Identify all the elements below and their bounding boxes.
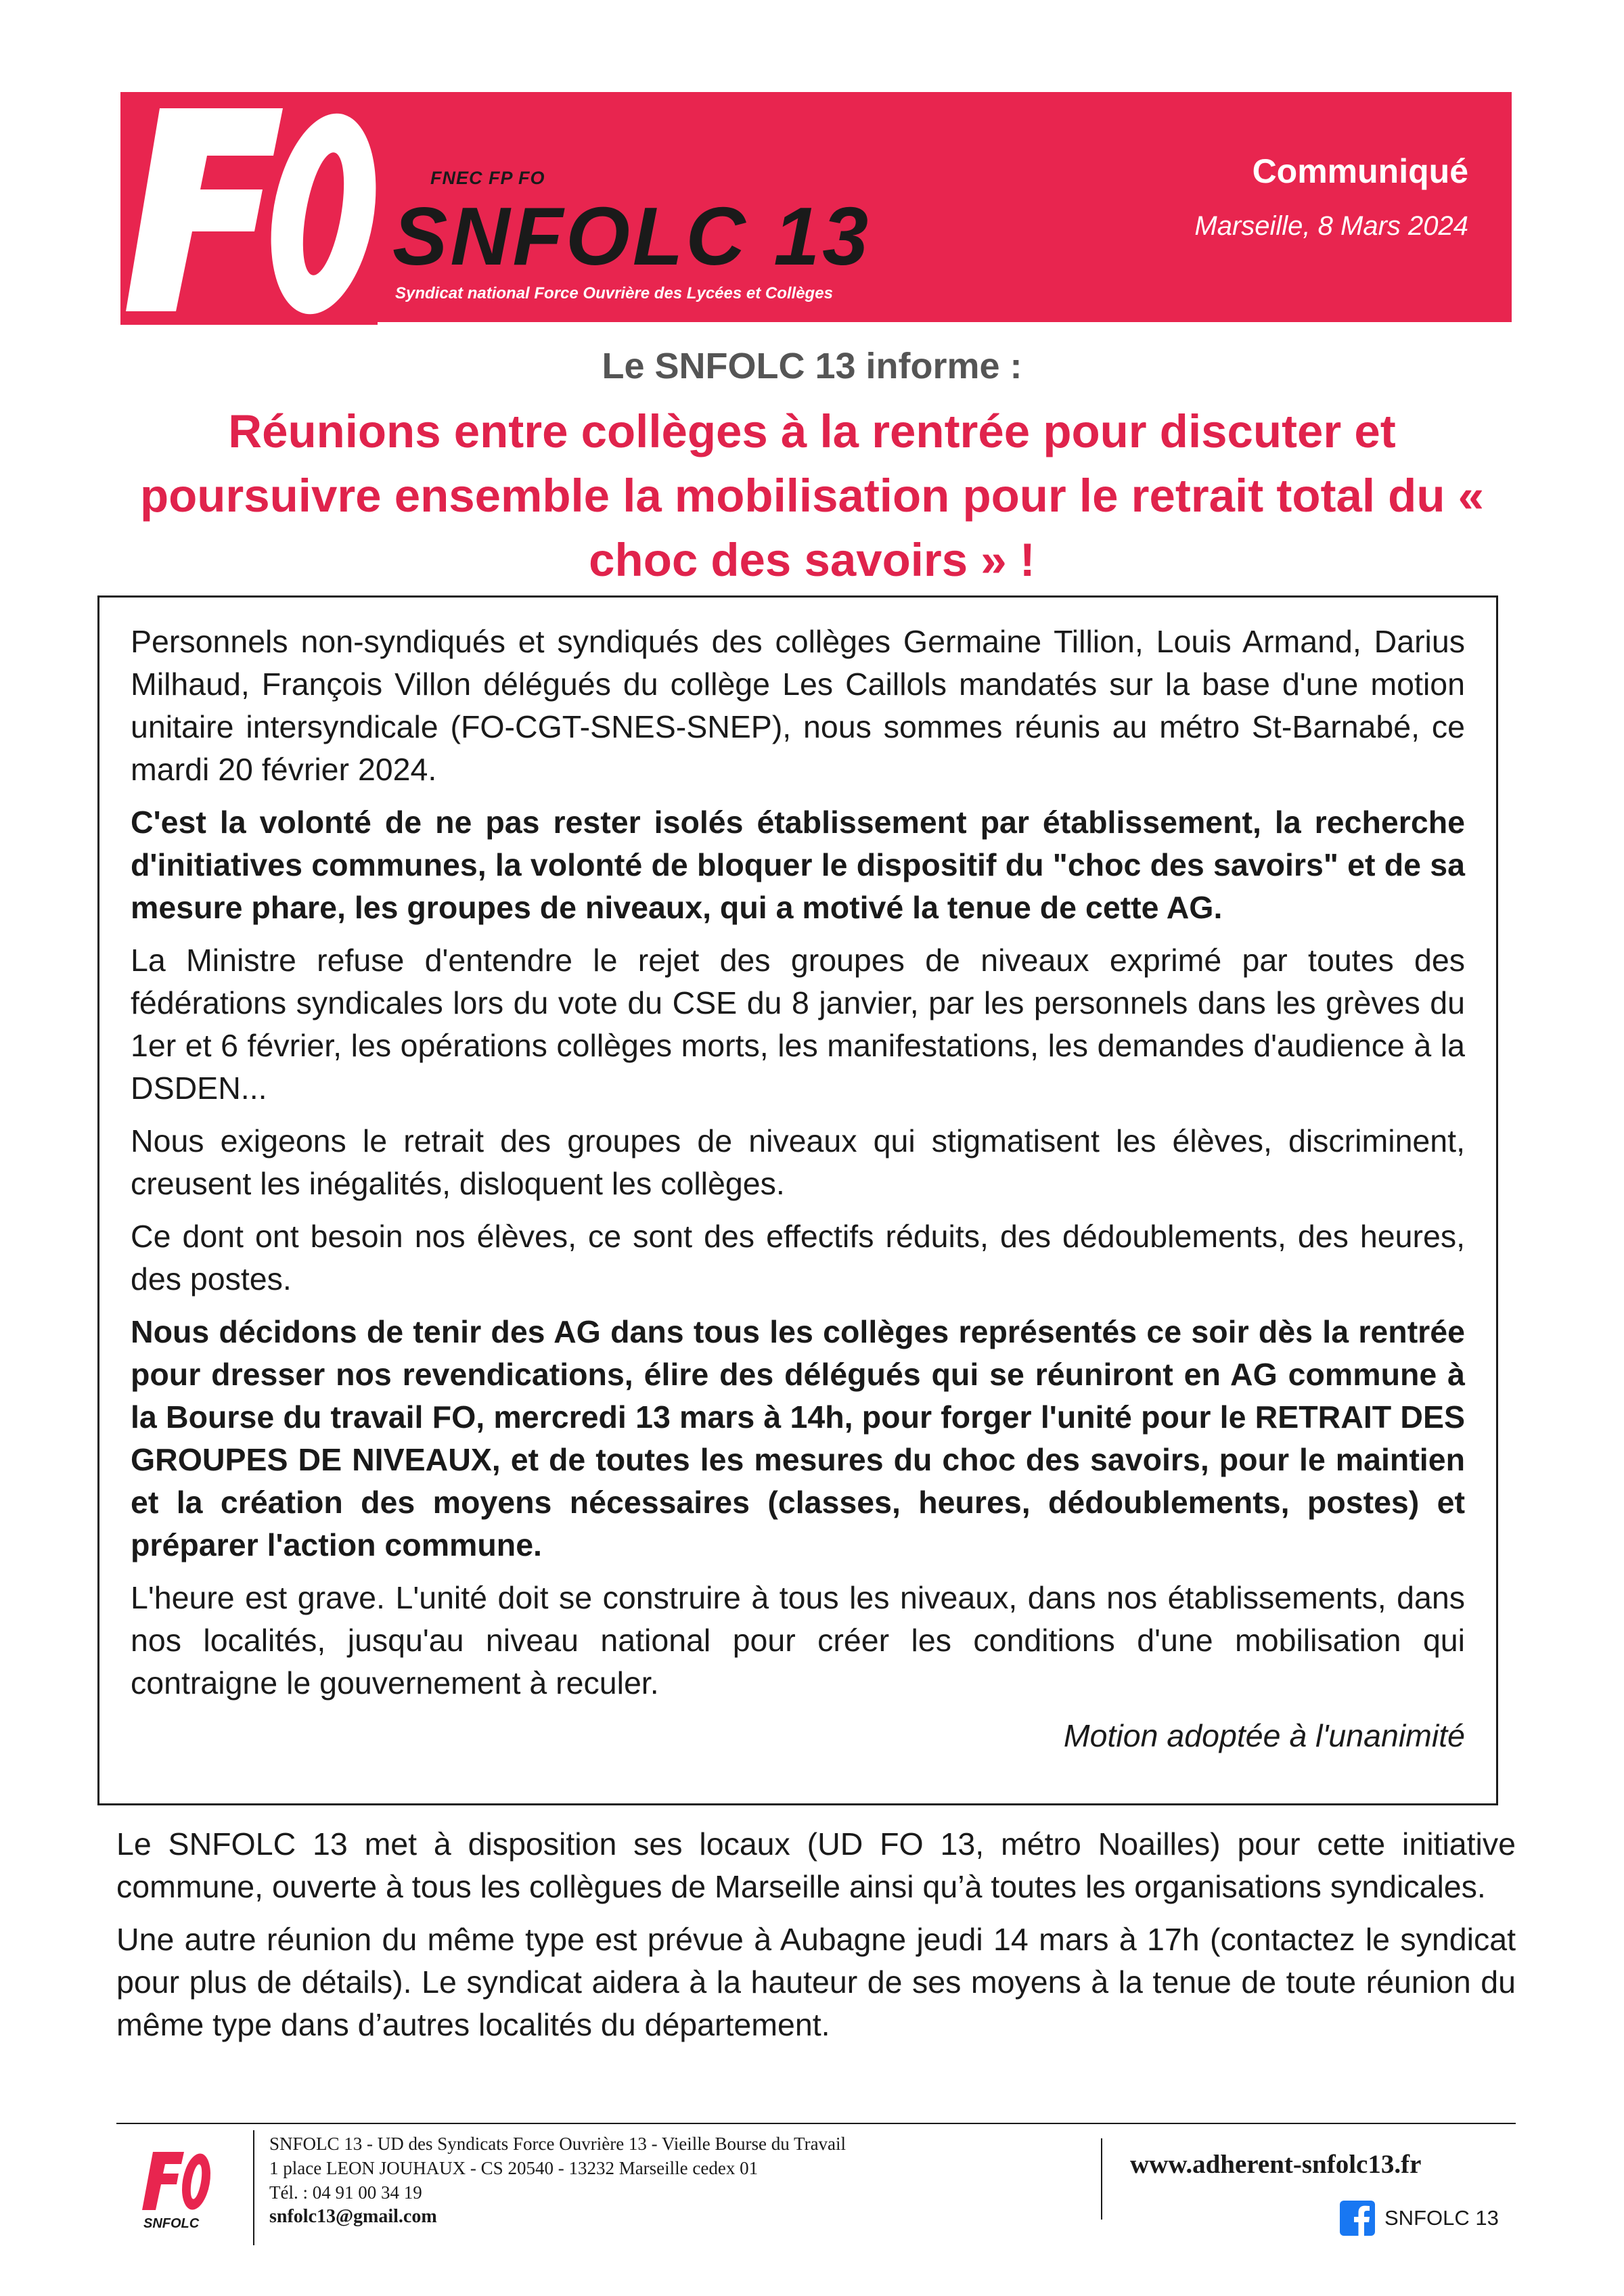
communique-date: Marseille, 8 Mars 2024 — [1194, 211, 1468, 241]
motion-paragraph-3: La Ministre refuse d'entendre le rejet des groupes de niveaux exprimé par toutes des fédérations syndicales lors du vote du CSE du 8 janvier, par les personnels dans les grèves du 1er et 6 février, les opérations collèges morts, les manifestations, les demandes d'audience à la DSDEN... — [131, 943, 1465, 1106]
facebook-icon — [1340, 2201, 1375, 2236]
footer-phone: Tél. : 04 91 00 34 19 — [269, 2182, 422, 2203]
motion-signature: Motion adoptée à l'unanimité — [1063, 1718, 1465, 1753]
footer-facebook-link[interactable] — [1340, 2201, 1499, 2236]
motion-paragraph-2: C'est la volonté de ne pas rester isolés établissement par établissement, la recherche d'initiatives communes, la volonté de bloquer le dispositif du "choc des savoirs" et de sa mesure phare, les groupes de niveaux, qui a motivé la tenue de cette AG. — [131, 805, 1465, 925]
footer-email[interactable]: snfolc13@gmail.com — [269, 2206, 437, 2227]
footer-fo-logo — [141, 2145, 215, 2233]
motion-paragraph-5: Ce dont ont besoin nos élèves, ce sont des effectifs réduits, des dédoublements, des heures, des postes. — [131, 1219, 1465, 1297]
facebook-label: SNFOLC 13 — [1384, 2206, 1499, 2230]
brand-name: SNFOLC 13 — [392, 190, 872, 282]
footer-divider — [116, 2123, 1516, 2124]
footer-logo-sub: SNFOLC — [143, 2216, 200, 2231]
footer-separator-right — [1101, 2138, 1102, 2220]
footer-address-line-2: 1 place LEON JOUHAUX - CS 20540 - 13232 Marseille cedex 01 — [269, 2158, 759, 2178]
closing-paragraph-1: Le SNFOLC 13 met à disposition ses locaux (UD FO 13, métro Noailles) pour cette initiative commune, ouverte à tous les collègues de Marseille ainsi qu’à toutes les organisations syndicales. — [116, 1826, 1516, 1904]
footer-address-line-1: SNFOLC 13 - UD des Syndicats Force Ouvrière 13 - Vieille Bourse du Travail — [269, 2134, 847, 2154]
motion-box — [97, 595, 1498, 1805]
brand-tagline: Syndicat national Force Ouvrière des Lycées et Collèges — [395, 284, 833, 302]
footer-website-link[interactable]: www.adherent-snfolc13.fr — [1130, 2150, 1422, 2179]
motion-paragraph-6: Nous décidons de tenir des AG dans tous les collèges représentés ce soir dès la rentrée pour dresser nos revendications, élire des délégués qui se réuniront en AG commune à la Bourse du travail FO, mercredi 13 mars à 14h, pour forger l'unité pour le RETRAIT DES GROUPES DE NIVEAUX, et de toutes les mesures du choc des savoirs, pour le maintien et la création des moyens nécessaires (classes, heures, dédoublements, postes) et préparer l'action commune. — [131, 1314, 1465, 1562]
page-title: Réunions entre collèges à la rentrée pour discuter et poursuivre ensemble la mobilisation pour le retrait total du « choc des savoirs » ! — [139, 405, 1485, 586]
fo-logo — [120, 81, 378, 325]
footer-address — [269, 2132, 846, 2229]
motion-paragraph-7: L'heure est grave. L'unité doit se construire à tous les niveaux, dans nos établissements, dans nos localités, jusqu'au niveau national pour créer les conditions d'une mobilisation qui contraigne le gouvernement à reculer. — [131, 1580, 1465, 1701]
communique-title: Communiqué — [1252, 152, 1468, 190]
closing-text — [116, 1823, 1516, 2056]
intro-heading: Le SNFOLC 13 informe : — [602, 346, 1022, 386]
closing-paragraph-2: Une autre réunion du même type est prévue à Aubagne jeudi 14 mars à 17h (contactez le syndicat pour plus de détails). Le syndicat aidera à la hauteur de ses moyens à la tenue de toute réunion du même type dans d’autres localités du département. — [116, 1922, 1516, 2042]
brand-fnec: FNEC FP FO — [430, 168, 545, 188]
footer-separator-left — [253, 2130, 254, 2245]
motion-paragraph-4: Nous exigeons le retrait des groupes de niveaux qui stigmatisent les élèves, discriminent, creusent les inégalités, disloquent les collèges. — [131, 1123, 1465, 1201]
motion-paragraph-1: Personnels non-syndiqués et syndiqués des collèges Germaine Tillion, Louis Armand, Darius Milhaud, François Villon délégués du collège Les Caillols mandatés sur la base d'une motion unitaire intersyndicale (FO-CGT-SNES-SNEP), nous sommes réunis au métro St-Barnabé, ce mardi 20 février 2024. — [131, 624, 1465, 787]
brand-block — [392, 168, 1001, 310]
